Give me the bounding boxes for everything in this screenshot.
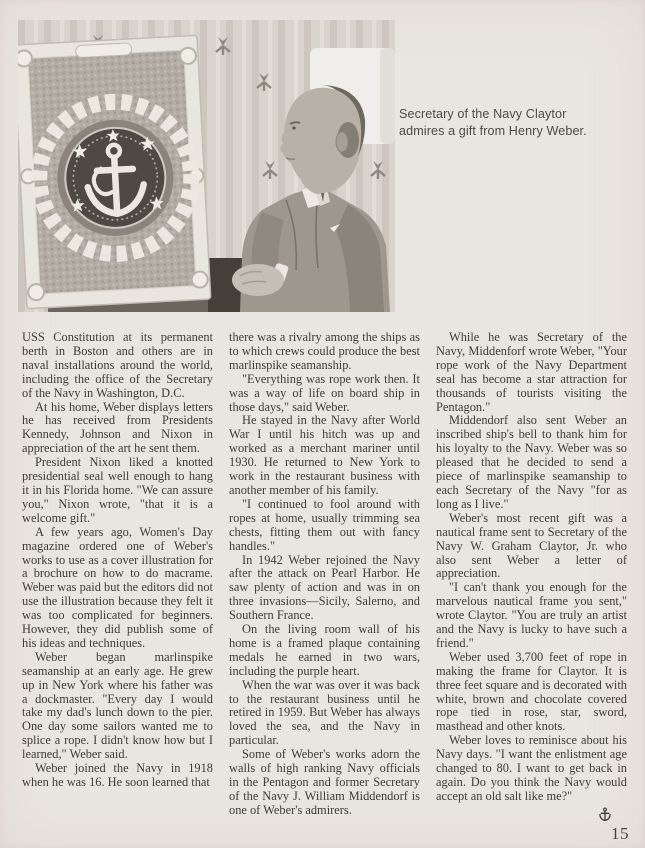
paragraph: "Everything was rope work then. It was a way of life on board ship in those days," said Weber. [229, 371, 420, 414]
article-photo [18, 20, 395, 312]
paragraph: Some of Weber's works adorn the walls of high ranking Navy officials in the Pentagon and former Secretary of the Navy J. William Middendorf is one of Weber's admirers. [229, 747, 420, 817]
photo-caption-line1: Secretary of the Navy Claytor [399, 107, 567, 121]
anchor-icon [598, 807, 612, 823]
paragraph: When the war was over it was back to the restaurant business until he retired in 1959. But Weber has always loved the sea, and the Navy in particular. [229, 677, 420, 748]
photo-caption [399, 106, 625, 139]
paragraph: President Nixon liked a knotted presidential seal well enough to hang it in his Florida home. "We can assure you," Nixon wrote, "that it is a welcome gift." [22, 455, 213, 525]
paragraph: In 1942 Weber rejoined the Navy after the attack on Pearl Harbor. He saw plenty of action and was in on three invasions—Sicily, Salerno, and Southern France. [229, 552, 420, 623]
paragraph: "I can't thank you enough for the marvelous nautical frame you sent," wrote Claytor. "You are truly an artist and the Navy is lucky to have such a friend." [436, 580, 627, 650]
paragraph: On the living room wall of his home is a framed plaque containing medals he earned in two wars, including the purple heart. [229, 622, 420, 678]
paragraph: Weber began marlinspike seamanship at an early age. He grew up in New York where his father was a dockmaster. "Every day I would take my dad's lunch down to the pier. One day some sailors wanted me to splice a rope. I didn't know how but I learned," Weber said. [22, 649, 213, 762]
ropework-frame [18, 35, 211, 308]
paragraph: Weber loves to reminisce about his Navy days. "I want the enlistment age changed to 80. I want to get back in again. Do you think the Navy would accept an old salt like me?" [436, 733, 627, 803]
photo-caption-line2: admires a gift from Henry Weber. [399, 123, 587, 138]
article-body [22, 331, 628, 823]
paragraph: "I continued to fool around with ropes at home, usually trimming sea chests, fitting them out with fancy handles." [229, 496, 420, 553]
paragraph: He stayed in the Navy after World War I until his hitch was up and worked as a merchant mariner until 1930. He returned to New York to work in the restaurant business with another member of his family. [229, 413, 420, 497]
column-2 [229, 331, 420, 823]
column-3 [436, 331, 627, 823]
paragraph: USS Constitution at its permanent berth in Boston and others are in naval installations around the world, including the office of the Secretary of the Navy in Washington, D.C. [22, 330, 213, 400]
paragraph: A few years ago, Women's Day magazine ordered one of Weber's works to use as a cover illustration for a brochure on how to do macrame. Weber was paid but the editors did not use the illustration because they felt it was too complicated for beginners. However, they did publish some of his ideas and techniques. [22, 524, 213, 650]
photo-illustration [18, 20, 395, 312]
paragraph: Weber's most recent gift was a nautical frame sent to Secretary of the Navy W. Graham Claytor, Jr. who also sent Weber a letter of appreciation. [436, 510, 627, 581]
paragraph: At his home, Weber displays letters he has received from Presidents Kennedy, Johnson and Nixon in appreciation of the art he sent them. [22, 399, 213, 456]
paragraph: there was a rivalry among the ships as to which crews could produce the best marlinspike seamanship. [229, 330, 420, 372]
paragraph: While he was Secretary of the Navy, Middenforf wrote Weber, "Your rope work of the Navy Department seal has become a star attraction for thousands of tourists visiting the Pentagon." [436, 330, 627, 414]
paragraph: Weber used 3,700 feet of rope in making the frame for Claytor. It is three feet square and is decorated with white, brown and chocolate covered rope tied in rose, star, sword, masthead and other knots. [436, 649, 627, 734]
page-number: 15 [611, 824, 629, 843]
end-of-article-mark [436, 807, 627, 823]
paragraph: Middendorf also sent Weber an inscribed ship's bell to thank him for his loyalty to the Navy. Weber was so pleased that he decided to send a piece of marlinspike seamanship to each Secretary of the Navy "for as long as I live." [436, 413, 627, 511]
column-1 [22, 331, 213, 823]
paragraph: Weber joined the Navy in 1918 when he was 16. He soon learned that [22, 761, 213, 789]
